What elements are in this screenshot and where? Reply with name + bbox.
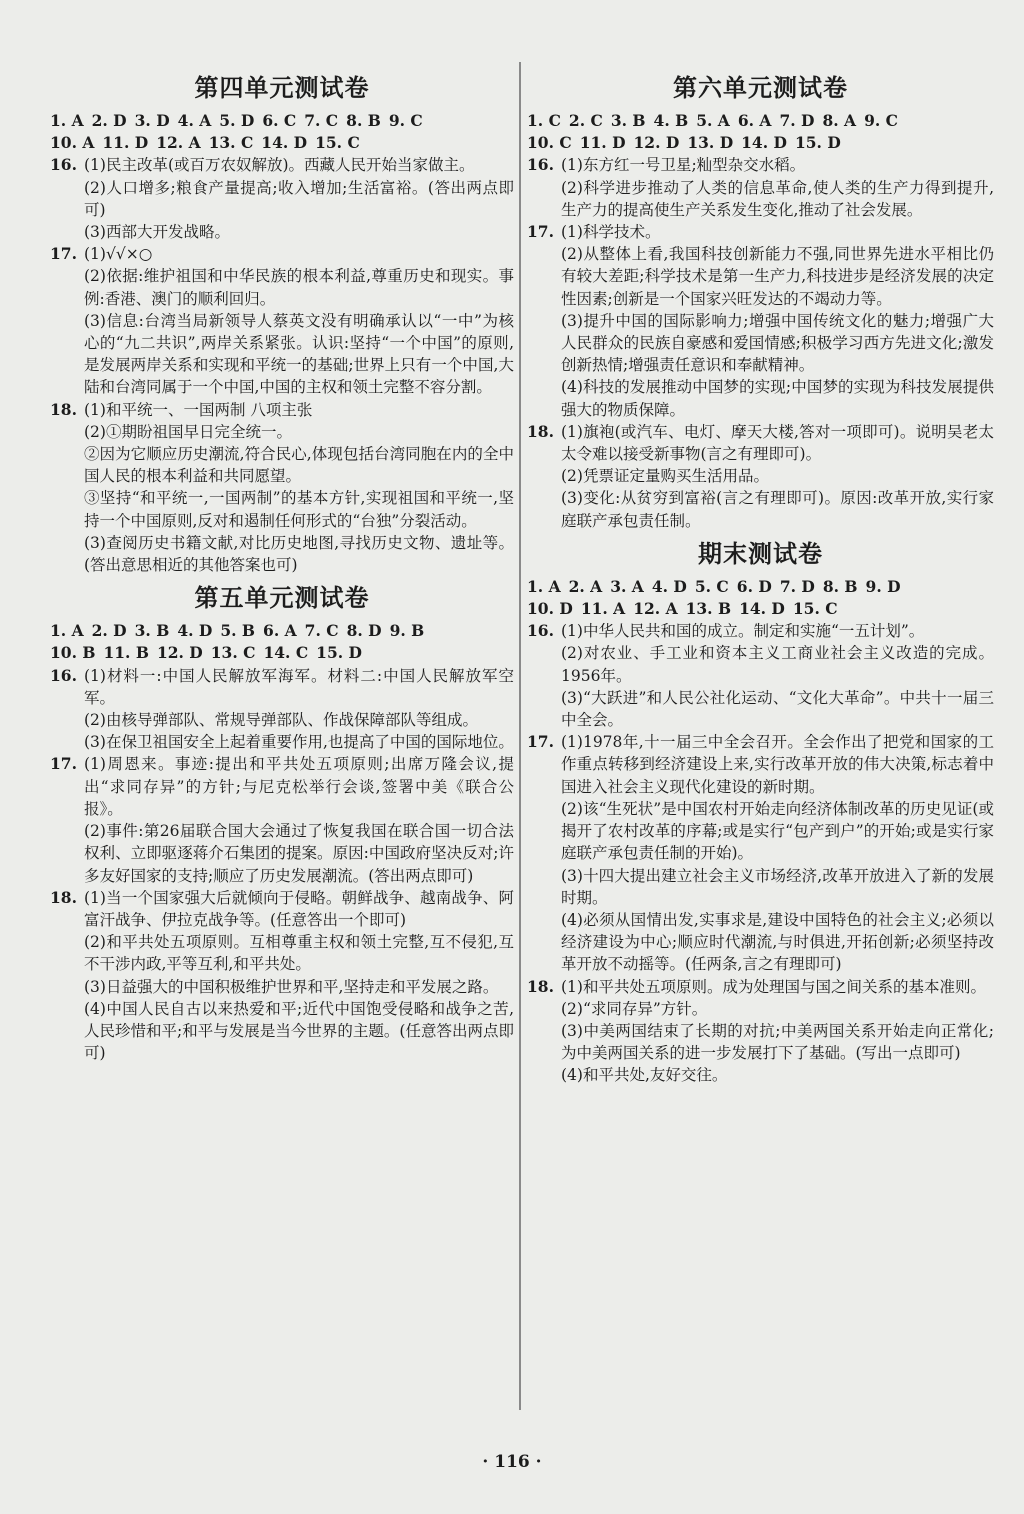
section-title: 第六单元测试卷 xyxy=(673,73,848,102)
answer-part: (1)和平统一、一国两制 八项主张 xyxy=(84,400,313,419)
test-section xyxy=(50,66,514,576)
answer-part: (4)中国人民自古以来热爱和平;近代中国饱受侵略和战争之苦,人民珍惜和平;和平与发展是当今世界的主题。(任意答出两点即可) xyxy=(84,999,514,1063)
section-title: 第五单元测试卷 xyxy=(194,583,370,613)
question-number: 16. xyxy=(527,621,554,641)
answer-part: (3)十四大提出建立社会主义市场经济,改革开放进入了新的发展时期。 xyxy=(561,866,994,907)
choice-answer: 7. C xyxy=(304,621,339,641)
choice-answer: 15. C xyxy=(315,133,360,153)
question-answer xyxy=(527,221,994,421)
choice-answer: 3. B xyxy=(134,621,170,641)
answer-part: (2)从整体上看,我国科技创新能力不强,同世界先进水平相比仍有较大差距;科学技术是第一生产力,科技进步是经济发展的决定性因素;创新是一个国家兴旺发达的不竭动力等。 xyxy=(561,245,994,308)
answer-part: (1)科学技术。 xyxy=(561,223,661,242)
question-answer xyxy=(50,399,514,577)
answer-part: (3)查阅历史书籍文献,对比历史地图,寻找历史文物、遗址等。(答出意思相近的其他答案也可) xyxy=(84,533,514,575)
answer-part: (3)信息:台湾当局新领导人蔡英文没有明确承认以“一中”为核心的“九二共识”,两岸关系紧张。认识:坚持“一个中国”的原则,是发展两岸关系和实现和平统一的基础;世界上只有一个中国,大陆和台湾同属于一个中国,中国的主权和领土完整不容分割。 xyxy=(84,311,514,397)
choice-answer: 13. D xyxy=(687,133,734,153)
answer-part: (1)材料一:中国人民解放军海军。材料二:中国人民解放军空军。 xyxy=(84,666,514,707)
answer-part: (2)对农业、手工业和资本主义工商业社会主义改造的完成。1956年。 xyxy=(561,644,994,685)
answer-part: (1)旗袍(或汽车、电灯、摩天大楼,答对一项即可)。说明吴老太太令难以接受新事物(言之有理即可)。 xyxy=(561,422,994,464)
answer-part: (1)1978年,十一届三中全会召开。全会作出了把党和国家的工作重点转移到经济建设上来,实行改革开放的伟大决策,标志着中国进入社会主义现代化建设的新时期。 xyxy=(561,733,994,796)
section-title: 期末测试卷 xyxy=(698,538,823,568)
choice-answers-row xyxy=(50,620,514,642)
question-number: 17. xyxy=(50,244,77,264)
choice-answer: 6. C xyxy=(262,111,297,130)
choice-answers-row xyxy=(527,598,994,620)
choice-answers-row xyxy=(527,110,994,132)
answer-part: (2)由核导弹部队、常规导弹部队、作战保障部队等组成。 xyxy=(84,711,478,730)
answer-part: (2)“求同存异”方针。 xyxy=(561,999,708,1018)
answer-part: (2)依据:维护祖国和中华民族的根本利益,尊重历史和现实。事例:香港、澳门的顺利回归。 xyxy=(84,267,514,308)
answer-part: (1)中华人民共和国的成立。制定和实施“一五计划”。 xyxy=(561,622,925,641)
choice-answer: 15. D xyxy=(316,643,362,663)
choice-answer: 13. B xyxy=(685,599,732,619)
question-answer xyxy=(50,154,514,243)
left-column xyxy=(50,66,514,1064)
choice-answer: 13. C xyxy=(208,133,254,153)
choice-answer: 9. D xyxy=(865,576,901,596)
choice-answer: 12. D xyxy=(633,133,680,153)
choice-answer: 3. D xyxy=(134,111,170,130)
question-number: 17. xyxy=(527,732,554,752)
question-answer xyxy=(527,421,994,532)
test-section xyxy=(527,532,994,1087)
choice-answer: 8. B xyxy=(346,111,381,130)
question-answer xyxy=(50,753,514,886)
question-number: 17. xyxy=(50,754,77,774)
choice-answer: 10. D xyxy=(527,599,573,619)
choice-answer: 2. C xyxy=(568,111,603,130)
answer-part: (3)中美两国结束了长期的对抗;中美两国关系开始走向正常化;为中美两国关系的进一步发展打下了基础。(写出一点即可) xyxy=(561,1021,994,1063)
question-number: 18. xyxy=(50,887,77,907)
choice-answer: 9. C xyxy=(388,111,423,130)
right-column xyxy=(527,66,994,1087)
answer-part: (3)提升中国的国际影响力;增强中国传统文化的魅力;增强广大人民群众的民族自豪感和爱国情感;积极学习西方先进文化;激发创新热情;增强责任意识和奉献精神。 xyxy=(561,311,994,375)
choice-answer: 11. D xyxy=(102,133,149,153)
choice-answer: 10. A xyxy=(50,133,95,153)
question-answer xyxy=(527,976,994,1087)
answer-part: (2)和平共处五项原则。互相尊重主权和领土完整,互不侵犯,互不干涉内政,平等互利,和平共处。 xyxy=(84,933,514,974)
answer-part: (4)和平共处,友好交往。 xyxy=(561,1066,728,1085)
choice-answer: 2. D xyxy=(91,621,127,641)
choice-answer: 7. C xyxy=(304,111,339,130)
answer-part: (1)和平共处五项原则。成为处理国与国之间关系的基本准则。 xyxy=(561,977,986,996)
choice-answer: 14. D xyxy=(261,133,308,153)
answer-part: (3)变化:从贫穷到富裕(言之有理即可)。原因:改革开放,实行家庭联产承包责任制。 xyxy=(561,489,994,530)
choice-answer: 13. C xyxy=(210,643,256,663)
choice-answer: 9. B xyxy=(389,621,425,641)
choice-answers-row xyxy=(527,576,994,598)
answer-part: (2)科学进步推动了人类的信息革命,使人类的生产力得到提升,生产力的提高使生产关系发生变化,推动了社会发展。 xyxy=(561,178,994,219)
answer-part: (1)东方红一号卫星;籼型杂交水稻。 xyxy=(561,156,806,175)
question-answer xyxy=(50,887,514,1065)
page-number: · 116 · xyxy=(482,1452,542,1472)
answer-part: (2)事件:第26届联合国大会通过了恢复我国在联合国一切合法权利、立即驱逐蒋介石集团的提案。原因:中国政府坚决反对;许多友好国家的支持;顺应了历史发展潮流。(答出两点即可) xyxy=(84,822,514,885)
question-number: 18. xyxy=(50,399,77,419)
choice-answer: 11. D xyxy=(579,133,626,153)
answer-part: (2)凭票证定量购买生活用品。 xyxy=(561,467,769,486)
answer-part: ③坚持“和平统一,一国两制”的基本方针,实现祖国和平统一,坚持一个中国原则,反对和遏制任何形式的“台独”分裂活动。 xyxy=(84,489,514,530)
choice-answer: 5. C xyxy=(694,576,729,596)
answer-part: (3)西部大开发战略。 xyxy=(84,223,230,242)
choice-answer: 1. A xyxy=(527,576,561,596)
choice-answer: 3. B xyxy=(610,111,646,130)
choice-answer: 5. A xyxy=(696,111,730,130)
choice-answer: 7. D xyxy=(779,111,815,130)
choice-answer: 10. B xyxy=(50,643,96,663)
column-divider xyxy=(519,62,521,1410)
answer-part: (2)①期盼祖国早日完全统一。 xyxy=(84,422,292,441)
test-section xyxy=(50,576,514,1064)
choice-answer: 4. A xyxy=(177,111,212,130)
choice-answer: 3. A xyxy=(610,576,644,596)
choice-answer: 1. A xyxy=(50,111,84,130)
choice-answers-row xyxy=(527,132,994,154)
answer-part: (4)科技的发展推动中国梦的实现;中国梦的实现为科技发展提供强大的物质保障。 xyxy=(561,378,994,419)
choice-answer: 15. C xyxy=(792,599,838,619)
choice-answer: 15. D xyxy=(794,133,841,153)
choice-answer: 4. B xyxy=(653,111,689,130)
choice-answer: 1. C xyxy=(527,111,561,130)
choice-answer: 1. A xyxy=(50,621,84,641)
question-answer xyxy=(527,620,994,731)
answer-part: (4)必须从国情出发,实事求是,建设中国特色的社会主义;必须以经济建设为中心;顺应时代潮流,与时俱进,开拓创新;必须坚持改革开放不动摇等。(任两条,言之有理即可) xyxy=(561,910,994,974)
choice-answer: 10. C xyxy=(527,133,572,153)
choice-answer: 8. B xyxy=(822,576,858,596)
question-answer xyxy=(50,243,514,398)
answer-part: (3)日益强大的中国积极维护世界和平,坚持走和平发展之路。 xyxy=(84,977,499,996)
answer-part: (3)在保卫祖国安全上起着重要作用,也提高了中国的国际地位。 xyxy=(84,733,514,752)
answer-part: (1)当一个国家强大后就倾向于侵略。朝鲜战争、越南战争、阿富汗战争、伊拉克战争等。(任意答出一个即可) xyxy=(84,888,514,929)
choice-answer: 2. A xyxy=(568,576,603,596)
section-title: 第四单元测试卷 xyxy=(194,73,370,102)
choice-answer: 7. D xyxy=(779,576,815,596)
choice-answer: 6. A xyxy=(737,111,772,130)
question-number: 17. xyxy=(527,222,554,242)
choice-answer: 5. B xyxy=(220,621,256,641)
choice-answer: 12. D xyxy=(156,643,203,663)
choice-answer: 11. A xyxy=(580,599,626,619)
choice-answer: 8. D xyxy=(346,621,382,641)
choice-answer: 4. D xyxy=(177,621,213,641)
choice-answer: 6. D xyxy=(736,576,772,596)
answer-part: ②因为它顺应历史潮流,符合民心,体现包括台湾同胞在内的全中国人民的根本利益和共同愿望。 xyxy=(84,445,514,486)
question-answer xyxy=(527,154,994,221)
question-number: 18. xyxy=(527,976,554,996)
choice-answers-row xyxy=(50,642,514,664)
choice-answer: 2. D xyxy=(91,111,127,130)
choice-answers-row xyxy=(50,132,514,154)
choice-answer: 14. C xyxy=(263,643,309,663)
choice-answer: 4. D xyxy=(651,576,687,596)
choice-answer: 12. A xyxy=(156,133,201,153)
question-number: 16. xyxy=(527,155,554,175)
question-number: 16. xyxy=(50,155,77,175)
choice-answers-row xyxy=(50,110,514,132)
question-answer xyxy=(50,665,514,754)
choice-answer: 12. A xyxy=(633,599,678,619)
question-answer xyxy=(527,731,994,975)
answer-part: (1)周恩来。事迹:提出和平共处五项原则;出席万隆会议,提出“求同存异”的方针;与尼克松举行会谈,签署中美《联合公报》。 xyxy=(84,755,514,818)
answer-part: (1)√√×○ xyxy=(84,245,153,264)
answer-part: (2)人口增多;粮食产量提高;收入增加;生活富裕。(答出两点即可) xyxy=(84,178,514,219)
choice-answer: 9. C xyxy=(864,111,898,130)
test-section xyxy=(527,66,994,532)
choice-answer: 14. D xyxy=(739,599,785,619)
choice-answer: 8. A xyxy=(822,111,857,130)
question-number: 18. xyxy=(527,421,554,441)
choice-answer: 5. D xyxy=(219,111,255,130)
choice-answer: 11. B xyxy=(103,643,149,663)
answer-part: (3)“大跃进”和人民公社化运动、“文化大革命”。中共十一届三中全会。 xyxy=(561,688,994,730)
answer-part: (2)该“生死状”是中国农村开始走向经济体制改革的历史见证(或揭开了农村改革的序幕;或是实行“包产到户”的开始;或是实行家庭联产承包责任制的开始)。 xyxy=(561,799,994,863)
choice-answer: 6. A xyxy=(263,621,297,641)
choice-answer: 14. D xyxy=(741,133,787,153)
answer-part: (1)民主改革(或百万农奴解放)。西藏人民开始当家做主。 xyxy=(84,156,475,175)
question-number: 16. xyxy=(50,665,77,685)
